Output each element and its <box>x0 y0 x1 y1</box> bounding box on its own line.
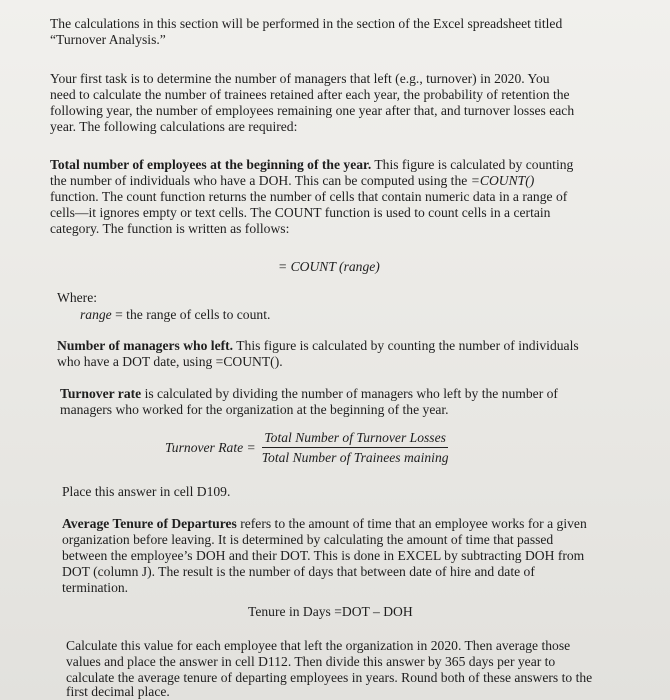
range-variable: range <box>80 307 112 322</box>
place-answer-d109: Place this answer in cell D109. <box>62 484 231 499</box>
count-function-inline: =COUNT() <box>470 173 535 188</box>
avg-tenure-heading: Average Tenure of Departures <box>62 516 237 531</box>
first-task-line-4: year. The following calculations are required: <box>50 119 298 134</box>
calculate-line-2: values and place the answer in cell D112. Then divide this answer by 365 days per year to <box>66 654 556 669</box>
intro-line-1: The calculations in this section will be performed in the section of the Excel spreadsheet titled <box>50 16 563 31</box>
turnover-rate-lhs: Turnover Rate = <box>165 440 256 455</box>
turnover-rate-line-1 <box>60 386 558 402</box>
avg-tenure-line-3: between the employee’s DOH and their DOT. This is done in EXCEL by subtracting DOH from <box>62 548 585 563</box>
total-employees-line-5: category. The function is written as follows: <box>50 221 290 236</box>
managers-left-line-2: who have a DOT date, using =COUNT(). <box>57 354 283 369</box>
calculate-line-3: calculate the average tenure of departing employees in years. Round both of these answers to the <box>66 670 593 685</box>
managers-left-line-1-rest: This figure is calculated by counting the number of individuals <box>233 338 579 353</box>
total-employees-line-1-rest: This figure is calculated by counting <box>371 157 574 172</box>
where-range-definition <box>80 307 270 323</box>
avg-tenure-line-2: organization before leaving. It is determined by calculating the amount of time that passed <box>62 532 554 547</box>
total-employees-heading: Total number of employees at the beginning of the year. <box>50 157 372 172</box>
turnover-rate-fraction <box>262 430 449 466</box>
fraction-denominator: Total Number of Trainees maining <box>261 450 449 465</box>
managers-left-heading: Number of managers who left. <box>57 338 234 353</box>
fraction-numerator: Total Number of Turnover Losses <box>262 430 448 448</box>
calculate-line-4: first decimal place. <box>66 684 170 699</box>
first-task-line-1: Your first task is to determine the number of managers that left (e.g., turnover) in 2020. You <box>50 71 550 86</box>
total-employees-line-3: function. The count function returns the number of cells that contain numeric data in a range of <box>50 189 568 204</box>
where-label: Where: <box>57 290 97 305</box>
managers-left-line-1 <box>57 338 579 354</box>
avg-tenure-line-1-rest: refers to the amount of time that an employee works for a given <box>236 516 587 531</box>
total-employees-line-2-pre: the number of individuals who have a DOH. This can be computed using the <box>50 173 471 188</box>
total-employees-line-2 <box>50 173 534 189</box>
tenure-formula: Tenure in Days =DOT – DOH <box>248 604 413 619</box>
turnover-rate-line-1-rest: is calculated by dividing the number of managers who left by the number of <box>141 386 558 401</box>
total-employees-line-4: cells—it ignores empty or text cells. The COUNT function is used to count cells in a certain <box>50 205 551 220</box>
total-employees-line-1 <box>50 157 573 173</box>
turnover-rate-heading: Turnover rate <box>60 386 142 401</box>
range-definition: = the range of cells to count. <box>111 307 271 322</box>
avg-tenure-line-1 <box>62 516 587 532</box>
calculate-line-1: Calculate this value for each employee that left the organization in 2020. Then average those <box>66 638 571 653</box>
first-task-line-3: following year, the number of employees remaining one year after that, and turnover losses each <box>50 103 575 118</box>
turnover-rate-formula <box>165 430 449 466</box>
first-task-line-2: need to calculate the number of trainees retained after each year, the probability of retention the <box>50 87 570 102</box>
intro-line-2: “Turnover Analysis.” <box>50 32 166 47</box>
turnover-rate-line-2: managers who worked for the organization at the beginning of the year. <box>60 402 449 417</box>
avg-tenure-line-4: DOT (column J). The result is the number of days that between date of hire and date of <box>62 564 535 579</box>
avg-tenure-line-5: termination. <box>62 580 129 595</box>
count-formula: = COUNT (range) <box>278 259 380 274</box>
